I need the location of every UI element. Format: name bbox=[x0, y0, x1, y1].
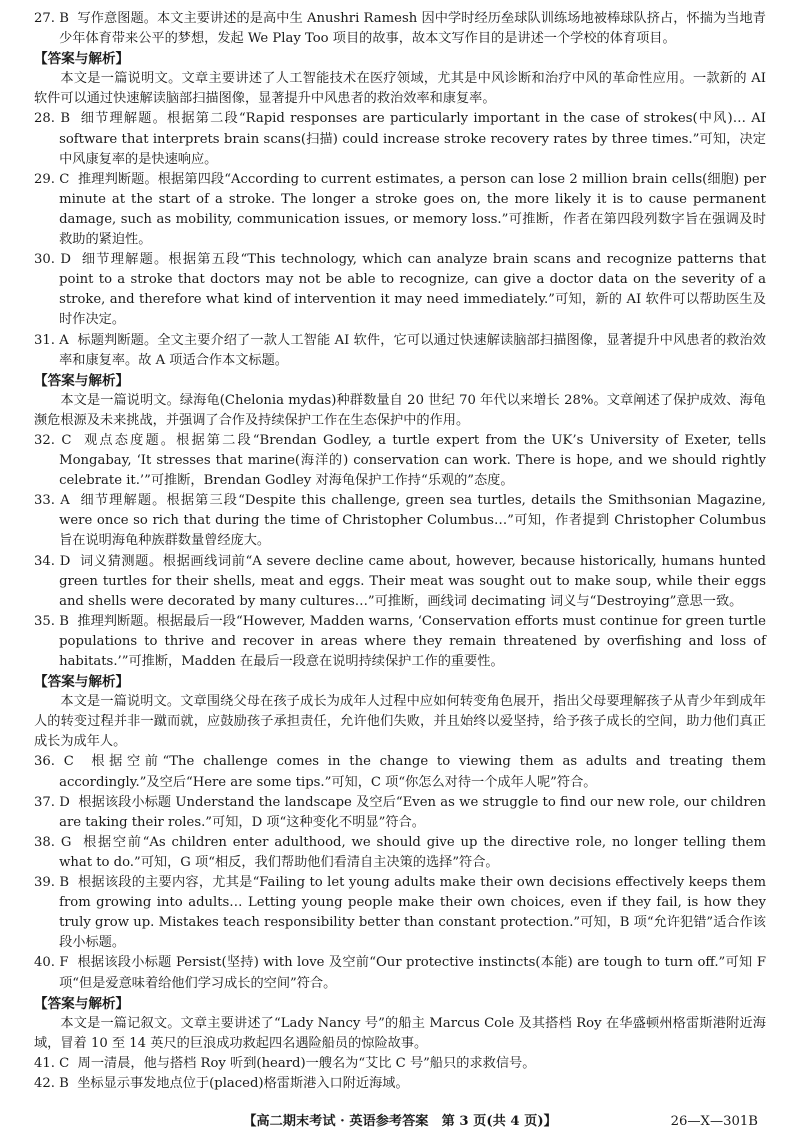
explanation-text: 词义猜测题。根据画线词前“A severe decline came about, however, because historically, humans hunted green turtles for their shells, meat and eggs. Their meat was sought out to make soup, while their eggs and shells were decorated by many cultures…”可推断，画线词 decimating 词义与“Destroying”意思一致。 bbox=[59, 553, 766, 609]
explanation-text: 推理判断题。根据第四段“According to current estimates, a person can lose 2 million brain cells(细胞) per minute at the start of a stroke. The longer a stroke goes on, the more likely it is to cause permanent damage, such as mobility, communication issues, or memory loss.”可推断，作者在第四段列数字旨在强调及时救助的紧迫性。 bbox=[59, 171, 767, 248]
question-number: 36. C bbox=[34, 754, 74, 770]
answer-item-40 bbox=[34, 953, 766, 993]
answer-item-33 bbox=[34, 491, 766, 551]
explanation-text: 根据空前“The challenge comes in the change to viewing them as adults and treating them accordingly.”及空后“Here are some tips.”可知，C 项“你怎么对待一个成年人呢”符合。 bbox=[59, 754, 766, 790]
answer-item-30 bbox=[34, 250, 766, 330]
explanation-text: 观点态度题。根据第二段“Brendan Godley, a turtle expert from the UK’s University of Exeter, tells Mongabay, ‘It stresses that marine(海洋的) conservation can work. There is hope, and we should rightly celebrate it.’”可推断，Brendan Godley 对海龟保护工作持“乐观的”态度。 bbox=[59, 432, 766, 489]
question-number: 35. B bbox=[34, 613, 69, 629]
question-number: 33. A bbox=[34, 493, 70, 509]
explanation-text: 根据该段小标题 Understand the landscape 及空后“Even as we struggle to find our new role, our children are taking their roles.”可知，D 项“这种变化不明显”符合。 bbox=[59, 794, 766, 830]
answer-item-35 bbox=[34, 612, 766, 672]
question-number: 42. B bbox=[34, 1075, 69, 1091]
explanation-text: 坐标显示事发地点位于(placed)格雷斯港入口附近海域。 bbox=[77, 1075, 409, 1091]
explanation-text: 细节理解题。根据第五段“This technology, which can analyze brain scans and recognize patterns that point to a stroke that doctors may not be able to recognize, can give a doctor data on the severity of a stroke, and therefore what kind of intervention it may need immediately.”可知，新的 AI 软件可以帮助医生及时作决定。 bbox=[59, 252, 766, 328]
section-heading: 【答案与解析】 bbox=[34, 372, 130, 389]
question-number: 39. B bbox=[34, 875, 70, 891]
page-footer bbox=[0, 1113, 800, 1131]
answer-item-34 bbox=[34, 552, 766, 612]
passage-summary: 本文是一篇记叙文。文章主要讲述了“Lady Nancy 号”的船主 Marcus Cole 及其搭档 Roy 在华盛顿州格雷斯港附近海域，冒着 10 至 14 英尺的巨浪成功救起四名遇险船员的惊险故事。 bbox=[34, 1015, 766, 1051]
answer-item-32 bbox=[34, 431, 766, 491]
passage-summary: 本文是一篇说明文。绿海龟(Chelonia mydas)种群数量自 20 世纪 70 年代以来增长 28%。文章阐述了保护成效、海龟濒危根源及未来挑战，并强调了合作及持续保护工作在生态保护中的作用。 bbox=[34, 392, 766, 428]
answer-item-37 bbox=[34, 793, 766, 833]
answer-item-42 bbox=[34, 1074, 766, 1094]
passage-summary: 本文是一篇说明文。文章围绕父母在孩子成长为成年人过程中应如何转变角色展开，指出父母要理解孩子从青少年到成年人的转变过程并非一蹴而就，应鼓励孩子承担责任，允许他们失败，并且始终以爱坚持，给予孩子成长的空间，助力他们真正成长为成年人。 bbox=[34, 694, 766, 750]
answer-item-38 bbox=[34, 833, 766, 873]
explanation-text: 细节理解题。根据第三段“Despite this challenge, green sea turtles, details the Smithsonian Magazine, were once so rich that during the time of Christopher Columbus…”可知，作者提到 Christopher Columbus 旨在说明海龟种族群数量曾经庞大。 bbox=[59, 493, 766, 549]
answer-item-41 bbox=[34, 1054, 766, 1074]
answer-item-36 bbox=[34, 752, 766, 792]
answer-item-27 bbox=[34, 9, 766, 49]
question-number: 27. B bbox=[34, 11, 69, 26]
section-heading: 【答案与解析】 bbox=[34, 995, 130, 1012]
answer-item-28 bbox=[34, 109, 766, 169]
question-number: 41. C bbox=[34, 1055, 70, 1071]
question-number: 31. A bbox=[34, 332, 69, 348]
answer-item-31 bbox=[34, 331, 766, 371]
document-code: 26—X—301B bbox=[670, 1114, 758, 1129]
question-number: 30. D bbox=[34, 252, 71, 268]
question-number: 37. D bbox=[34, 794, 70, 810]
question-number: 32. C bbox=[34, 432, 72, 448]
section-heading: 【答案与解析】 bbox=[34, 674, 130, 691]
question-number: 34. D bbox=[34, 553, 71, 569]
explanation-text: 根据空前“As children enter adulthood, we should give up the directive role, no longer telling them what to do.”可知，G 项“相反，我们帮助他们看清自主决策的选择”符合。 bbox=[59, 834, 766, 870]
footer-title: 【高二期末考试 · 英语参考答案 第 3 页(共 4 页)】 bbox=[243, 1114, 557, 1129]
explanation-text: 细节理解题。根据第二段“Rapid responses are particularly important in the case of strokes(中风)… AI software that interprets brain scans(扫描) could increase stroke recovery rates by three times.”可知，决定中风康复率的是快速响应。 bbox=[59, 111, 766, 167]
explanation-text: 根据该段小标题 Persist(坚持) with love 及空前“Our protective instincts(本能) are tough to turn off.”可知 F 项“但是爱意味着给他们学习成长的空间”符合。 bbox=[59, 955, 766, 991]
answer-item-39 bbox=[34, 873, 766, 953]
explanation-text: 根据该段的主要内容，尤其是“Failing to let young adults make their own decisions effectively keeps them from growing into adults… Letting young people make their own choices, even if they fail, is how they truly grow up. Mistakes teach responsibility better than constant protection.”可知，B 项“允许犯错”适合作该段小标题。 bbox=[59, 875, 766, 951]
explanation-text: 标题判断题。全文主要介绍了一款人工智能 AI 软件，它可以通过快速解读脑部扫描图像，显著提升中风患者的救治效率和康复率。故 A 项适合作本文标题。 bbox=[59, 332, 766, 368]
explanation-text: 写作意图题。本文主要讲述的是高中生 Anushri Ramesh 因中学时经历垒球队训练场地被棒球队挤占，怀揣为当地青少年体育带来公平的梦想，发起 We Play Too 项目的故事，故本文写作目的是讲述一个学校的体育项目。 bbox=[59, 11, 766, 47]
explanation-text: 周一清晨，他与搭档 Roy 听到(heard)一艘名为“艾比 C 号”船只的求救信号。 bbox=[77, 1055, 536, 1071]
explanation-text: 推理判断题。根据最后一段“However, Madden warns, ‘Conservation efforts must continue for green turtle populations to thrive and recover in areas where they remain threatened by overfishing and loss of habitats.’”可推断，Madden 在最后一段意在说明持续保护工作的重要性。 bbox=[59, 613, 766, 669]
question-number: 28. B bbox=[34, 111, 71, 127]
section-heading: 【答案与解析】 bbox=[34, 51, 130, 68]
question-number: 38. G bbox=[34, 834, 72, 850]
passage-summary: 本文是一篇说明文。文章主要讲述了人工智能技术在医疗领域，尤其是中风诊断和治疗中风的革命性应用。一款新的 AI 软件可以通过快速解读脑部扫描图像，显著提升中风患者的救治效率和康复率。 bbox=[34, 71, 766, 107]
question-number: 40. F bbox=[34, 955, 69, 971]
question-number: 29. C bbox=[34, 171, 70, 187]
answer-item-29 bbox=[34, 170, 766, 250]
